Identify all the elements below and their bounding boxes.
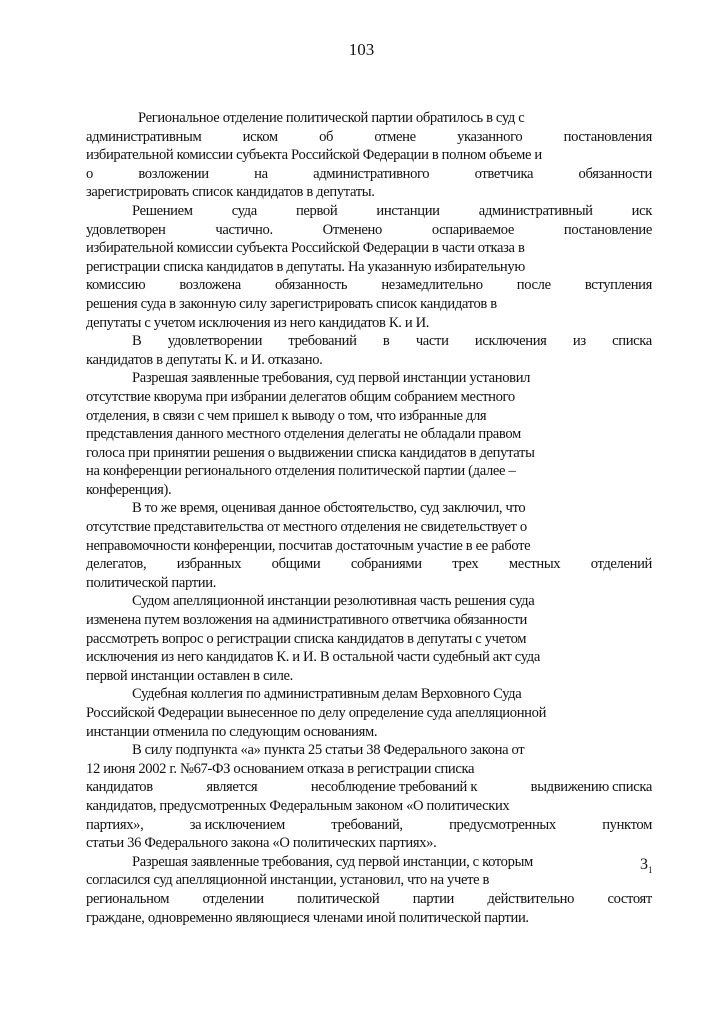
word: возложена [179,277,241,294]
text-line [86,276,652,295]
word: собраниями [350,556,422,573]
word: политической [297,890,380,907]
word: комиссию [86,277,146,294]
text-line: отсутствие кворума при избрании делегатов общим собранием местного [86,388,515,405]
text-line: В силу подпункта «а» пункта 25 статьи 38 Федерального закона от [132,742,525,759]
word: удовлетворен [86,221,166,238]
text-line: кандидатов, предусмотренных Федеральным законом «О политических [86,797,510,814]
text-line: Разрешая заявленные требования, суд первой инстанции, с которым [132,853,533,870]
text-line: избирательной комиссии субъекта Российской Федерации в части отказа в [86,240,525,257]
word: требований, [331,816,403,833]
paragraph [86,202,652,332]
paragraph [86,499,652,592]
word: удовлетворении [167,333,263,350]
word: указанного [457,128,523,145]
word: несоблюдение требований к [310,779,478,796]
text-line: решения суда в законную силу зарегистрировать список кандидатов в [86,295,497,312]
word: инстанции [376,202,440,219]
paragraph [86,332,652,369]
word: суда [231,202,257,219]
word: партиях», [86,816,144,833]
document-body [86,109,652,927]
word: частично. [215,221,273,238]
word: о [86,165,93,182]
text-line: на конференции регионального отделения политической партии (далее – [86,463,516,480]
paragraph [86,592,652,685]
text-line: депутаты с учетом исключения из него кандидатов К. и И. [86,314,430,331]
word: первой [295,202,338,219]
text-line: регистрации списка кандидатов в депутаты. На указанную избирательную [86,258,525,275]
text-line: кандидатов в депутаты К. и И. отказано. [86,351,323,368]
text-line: неправомочности конференции, посчитав достаточным участие в ее работе [86,537,531,554]
word: постановление [563,221,652,238]
word: административным [86,128,202,145]
word: отделении [202,890,264,907]
text-line: политической партии. [86,574,216,591]
word: списка [612,333,652,350]
word: после [516,277,551,294]
word: административный [478,202,593,219]
paragraph [86,369,652,499]
text-line: отделения, в связи с чем пришел к выводу о том, что избранные для [86,407,487,424]
word: региональном [86,890,170,907]
paragraph [86,685,652,741]
text-line: статьи 36 Федерального закона «О политических партиях». [86,835,437,852]
word: состоят [607,890,652,907]
word: за исключением [189,816,285,833]
text-line [86,165,652,184]
text-line [86,128,652,147]
text-line [86,555,652,574]
word: иском [242,128,278,145]
text-line: Российской Федерации вынесенное по делу определение суда апелляционной [86,705,547,721]
word: на [254,165,268,182]
text-line: В то же время, оценивая данное обстоятельство, суд заключил, что [132,500,526,517]
text-line [86,202,652,221]
word: возложении [138,165,209,182]
word: исключения [474,333,547,350]
text-line: избирательной комиссии субъекта Российской Федерации в полном объеме и [86,147,542,164]
word: Решением [132,202,193,219]
word: незамедлительно [381,277,483,294]
text-line [86,332,652,351]
word: кандидатов [86,779,153,796]
word: оспариваемое [431,221,514,238]
word: избранных [176,556,242,573]
word: пунктом [602,816,652,833]
word: является [206,779,258,796]
footnote-marker: $3_1$ [640,856,653,876]
word: ответчика [474,165,534,182]
word: административного [313,165,430,182]
text-line: изменена путем возложения на административного ответчика обязанности [86,612,527,629]
paragraph [86,741,652,853]
word: обязанности [578,165,652,182]
text-line: голоса при принятии решения о выдвижении списка кандидатов в депутаты [86,444,535,461]
text-line: конференция). [86,481,172,498]
word: требований [288,333,357,350]
word: части [415,333,449,350]
paragraph [86,853,652,927]
word: из [572,333,586,350]
text-line [86,890,652,909]
paragraph [86,109,652,202]
word: иск [631,202,652,219]
word: обязанность [274,277,348,294]
word: делегатов, [86,556,147,573]
text-line: первой инстанции оставлен в силе. [86,667,293,684]
word: в [382,333,390,350]
text-line [86,778,652,797]
text-line: граждане, одновременно являющиеся членами иной политической партии. [86,909,529,926]
text-line [86,816,652,835]
text-line: инстанции отменила по следующим основаниям. [86,723,378,740]
word: Отменено [322,221,382,238]
word: действительно [487,890,575,907]
text-line: рассмотреть вопрос о регистрации списка кандидатов в депутаты с учетом [86,630,527,647]
word: отмене [374,128,416,145]
word: об [319,128,334,145]
text-line: согласился суд апелляционной инстанции, установил, что на учете в [86,872,490,889]
word: партии [412,890,454,907]
word: общими [271,556,321,573]
text-line: зарегистрировать список кандидатов в депутаты. [86,184,375,201]
text-line [86,221,652,240]
word: выдвижению списка [530,779,652,796]
text-line: Судом апелляционной инстанции резолютивная часть решения суда [132,593,535,610]
text-line: отсутствие представительства от местного отделения не свидетельствует о [86,519,527,536]
page-number: 103 [348,40,375,59]
word: отделений [590,556,652,573]
text-line: Судебная коллегия по административным делам Верховного Суда [132,686,522,703]
word: трех [452,556,479,573]
text-line: 12 июня 2002 г. №67-ФЗ основанием отказа в регистрации списка [86,760,475,777]
word: вступления [584,277,652,294]
word: В [132,333,142,350]
text-line: исключения из него кандидатов К. и И. В остальной части судебный акт суда [86,649,540,666]
word: предусмотренных [449,816,556,833]
word: постановления [563,128,652,145]
word: местных [508,556,561,573]
text-line: Региональное отделение политической партии обратилось в суд с [138,110,525,126]
text-line: представления данного местного отделения делегаты не обладали правом [86,426,521,443]
text-line: Разрешая заявленные требования, суд первой инстанции установил [132,370,531,387]
